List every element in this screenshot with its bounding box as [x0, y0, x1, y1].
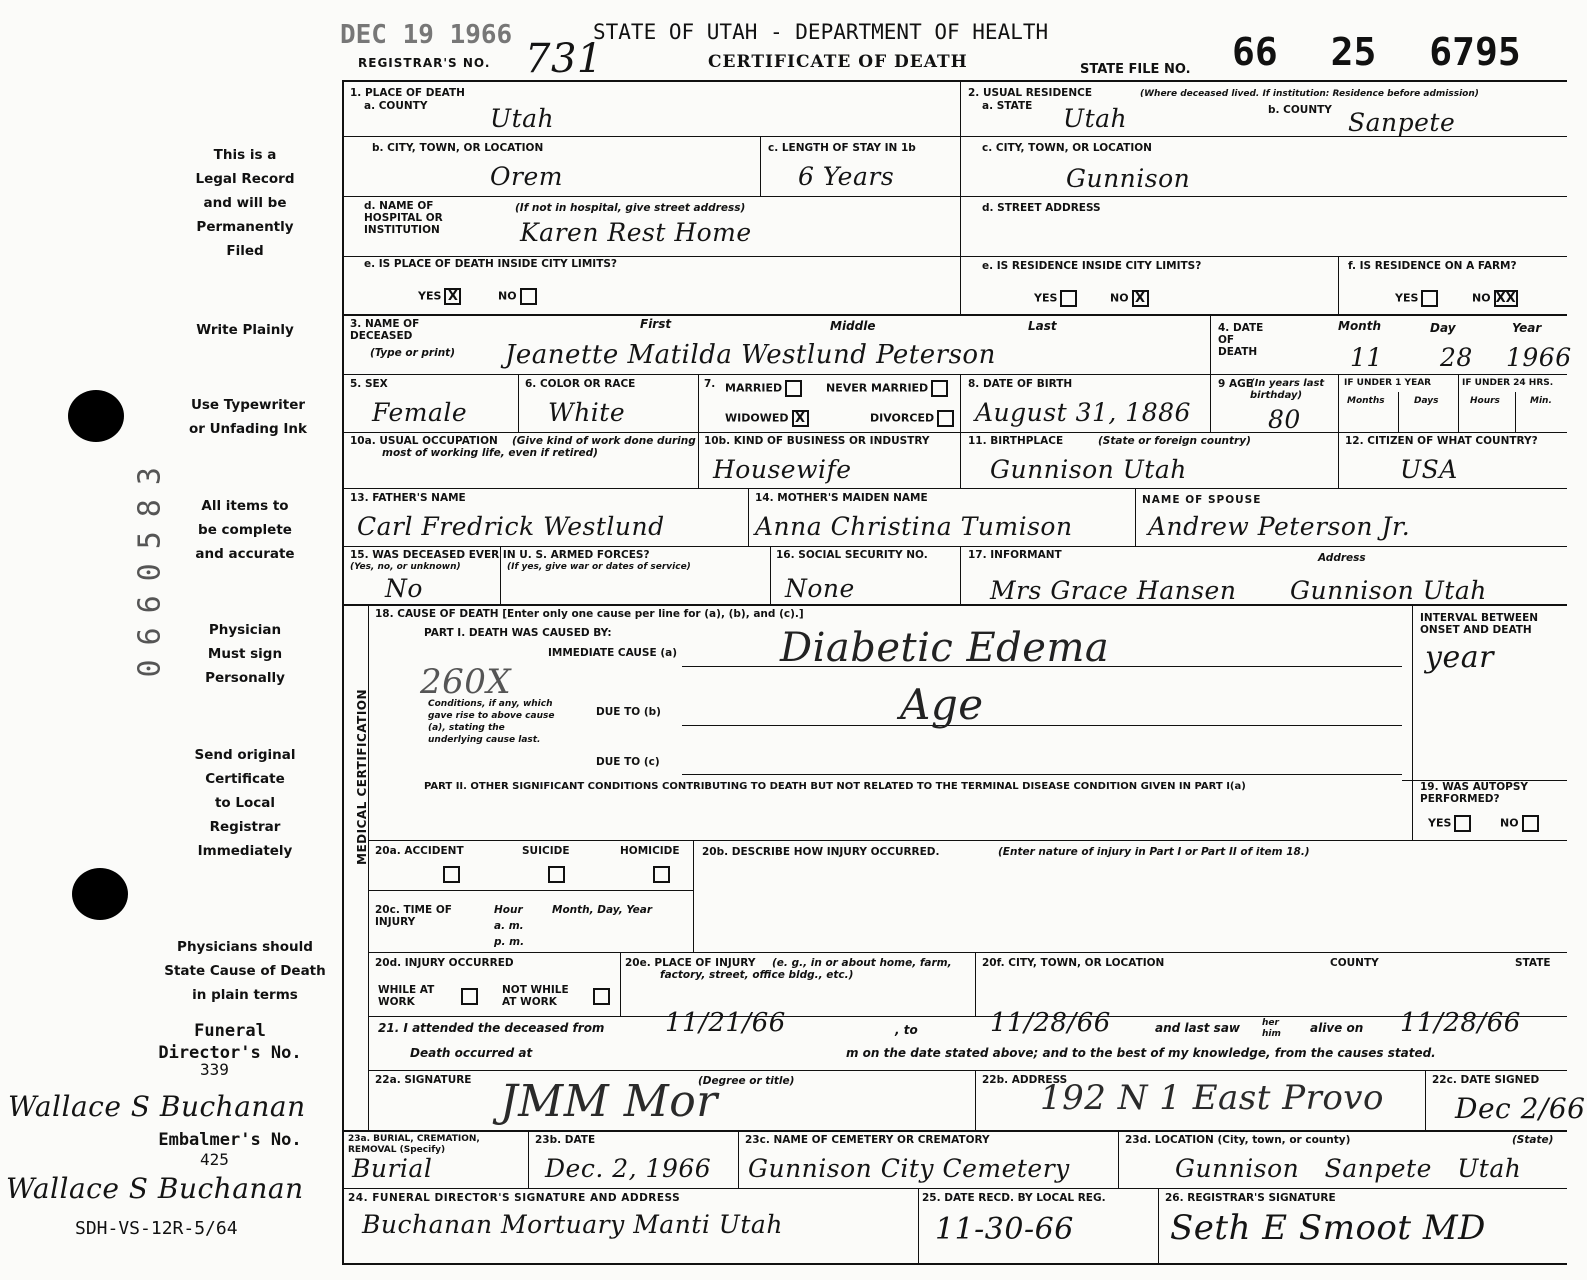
occupation-label: 10a. USUAL OCCUPATION	[350, 435, 498, 447]
res-county: Sanpete	[1348, 108, 1456, 137]
medical-certification-label: MEDICAL CERTIFICATION	[355, 688, 369, 865]
widowed-label: WIDOWED	[725, 411, 789, 425]
accident-label: 20a. ACCIDENT	[375, 845, 464, 857]
dod-month-label: Month	[1338, 319, 1382, 333]
res-farm-yes-checkbox[interactable]	[1421, 290, 1438, 307]
punch-hole-bottom	[72, 868, 128, 920]
burial-state-label: (State)	[1512, 1134, 1554, 1146]
punch-hole-top	[68, 390, 124, 442]
pod-no-checkbox[interactable]	[520, 288, 537, 305]
signature-label: 22a. SIGNATURE	[375, 1074, 472, 1086]
pod-county: Utah	[490, 104, 555, 133]
burial-date: Dec. 2, 1966	[545, 1154, 712, 1183]
widowed-option[interactable]	[725, 410, 809, 427]
birthplace: Gunnison Utah	[990, 455, 1187, 484]
first-name-label: First	[640, 317, 672, 331]
interval: year	[1425, 640, 1494, 675]
alive-on: 11/28/66	[1400, 1008, 1521, 1038]
informant-label: 17. INFORMANT	[968, 549, 1062, 561]
burial-method-label: 23a. BURIAL, CREMATION, REMOVAL (Specify)	[348, 1134, 480, 1155]
age-label: 9 AGE	[1218, 378, 1253, 390]
due-b-label: DUE TO (b)	[596, 706, 661, 718]
state-file-no: 66 25 6795	[1232, 30, 1521, 74]
residence-label: 2. USUAL RESIDENCE	[968, 87, 1092, 99]
res-inside-yes-label: YES	[1034, 291, 1058, 305]
res-farm-no-checkbox[interactable]: XX	[1495, 291, 1516, 306]
ssn-label: 16. SOCIAL SECURITY NO.	[776, 549, 928, 561]
deceased-name: Jeanette Matilda Westlund Peterson	[505, 340, 996, 370]
birthplace-note: (State or foreign country)	[1098, 435, 1251, 447]
pod-hospital-label: d. NAME OF HOSPITAL OR INSTITUTION	[364, 200, 443, 236]
received-stamp: DEC 19 1966	[340, 20, 513, 50]
embalmer-signature: Wallace S Buchanan	[6, 1172, 304, 1205]
pod-yes-checkbox[interactable]: X	[444, 288, 461, 305]
never-married-label: NEVER MARRIED	[826, 381, 929, 395]
funeral-director-label: 24. FUNERAL DIRECTOR'S SIGNATURE AND ADDRESS	[348, 1192, 681, 1204]
res-farm-no-label: NO	[1472, 291, 1491, 305]
marital-label: 7.	[704, 378, 716, 390]
birth-date: August 31, 1886	[975, 398, 1191, 427]
divorced-option[interactable]	[870, 410, 954, 427]
her-him-label: her him	[1262, 1018, 1281, 1039]
homicide-label: HOMICIDE	[620, 845, 680, 857]
spouse-label: NAME OF SPOUSE	[1142, 494, 1262, 506]
sidebar-typewriter-note: Use Typewriter or Unfading Ink	[188, 397, 308, 437]
never-married-checkbox[interactable]	[931, 380, 948, 397]
never-married-option[interactable]	[826, 380, 948, 397]
spouse: Andrew Peterson Jr.	[1148, 512, 1411, 541]
dod-month: 11	[1350, 343, 1383, 372]
res-inside-limits-label: e. IS RESIDENCE INSIDE CITY LIMITS?	[982, 260, 1202, 272]
attended-from: 11/21/66	[665, 1008, 786, 1038]
res-inside-no-checkbox[interactable]: X	[1132, 290, 1149, 307]
burial-date-label: 23b. DATE	[535, 1134, 596, 1146]
mother: Anna Christina Tumison	[755, 512, 1073, 541]
birth-date-label: 8. DATE OF BIRTH	[968, 378, 1073, 390]
funeral-director-signature: Wallace S Buchanan	[8, 1090, 306, 1123]
res-street-label: d. STREET ADDRESS	[982, 202, 1101, 214]
injury-county-label: COUNTY	[1330, 957, 1379, 969]
mdy-label: Month, Day, Year	[552, 904, 653, 916]
armed-forces-label: 15. WAS DECEASED EVER IN U. S. ARMED FORCES?	[350, 549, 650, 561]
deceased-name-label: 3. NAME OF DECEASED	[350, 318, 420, 342]
embalmer-no-label: Embalmer's No.	[158, 1130, 302, 1150]
under-year-label: IF UNDER 1 YEAR	[1344, 378, 1432, 388]
sidebar-legal-note: This is a Legal Record and will be Permanently Filed	[195, 147, 295, 259]
mother-label: 14. MOTHER'S MAIDEN NAME	[755, 492, 928, 504]
to-label: , to	[895, 1023, 918, 1037]
date-of-death-label: 4. DATE OF DEATH	[1218, 322, 1264, 358]
while-at-work-checkbox[interactable]	[461, 988, 478, 1005]
res-inside-yes[interactable]	[1034, 290, 1077, 307]
cause-label: 18. CAUSE OF DEATH [Enter only one cause per line for (a), (b), and (c).]	[375, 608, 804, 620]
state-file-no-label: STATE FILE NO.	[1080, 62, 1191, 77]
sidebar-cause-note: Physicians should State Cause of Death in plain terms	[164, 939, 326, 1003]
hours-label: Hours	[1470, 396, 1500, 406]
dod-year: 1966	[1506, 343, 1572, 372]
res-farm-yes[interactable]	[1395, 290, 1438, 307]
interval-label: INTERVAL BETWEEN ONSET AND DEATH	[1420, 612, 1539, 636]
ssn: None	[785, 574, 855, 603]
describe-injury-note: (Enter nature of injury in Part I or Part II of item 18.)	[998, 846, 1310, 858]
res-city-label: c. CITY, TOWN, OR LOCATION	[982, 142, 1152, 154]
dod-day-label: Day	[1430, 321, 1456, 335]
armed-note-1: (Yes, no, or unknown)	[350, 562, 461, 572]
hour-label: Hour	[494, 904, 523, 916]
not-while-label: NOT WHILE AT WORK	[502, 984, 569, 1008]
registrar-signature: Seth E Smoot MD	[1170, 1208, 1486, 1248]
autopsy-no[interactable]	[1500, 815, 1539, 832]
res-farm-label: f. IS RESIDENCE ON A FARM?	[1348, 260, 1517, 272]
embalmer-no: 425	[200, 1150, 229, 1169]
while-at-work-label: WHILE AT WORK	[378, 984, 435, 1008]
race: White	[548, 398, 626, 427]
form-id: SDH-VS-12R-5/64	[75, 1218, 238, 1239]
date-received: 11-30-66	[935, 1212, 1074, 1247]
residence-note: (Where deceased lived. If institution: Residence before admission)	[1140, 89, 1479, 99]
autopsy-yes-label: YES	[1428, 816, 1452, 830]
dod-day: 28	[1440, 343, 1473, 372]
alive-on-label: alive on	[1310, 1021, 1364, 1035]
pod-hospital-note: (If not in hospital, give street address)	[515, 202, 746, 214]
armed-note-2: (If yes, give war or dates of service)	[507, 562, 691, 572]
funeral-director: Buchanan Mortuary Manti Utah	[362, 1210, 783, 1239]
part1-label: PART I. DEATH WAS CAUSED BY:	[424, 627, 612, 639]
autopsy-no-checkbox[interactable]	[1522, 815, 1539, 832]
injury-state-label: STATE	[1515, 957, 1551, 969]
business-label: 10b. KIND OF BUSINESS OR INDUSTRY	[704, 435, 930, 447]
citizen-label: 12. CITIZEN OF WHAT COUNTRY?	[1345, 435, 1538, 447]
sex-label: 5. SEX	[350, 378, 388, 390]
married-label: MARRIED	[725, 381, 783, 395]
place-of-death-label: 1. PLACE OF DEATH	[350, 87, 465, 99]
res-inside-yes-checkbox[interactable]	[1060, 290, 1077, 307]
not-while-checkbox[interactable]	[593, 988, 610, 1005]
funeral-director-no-label: Funeral Director's No.	[158, 1021, 302, 1063]
birthplace-label: 11. BIRTHPLACE	[968, 435, 1064, 447]
physician-address: 192 N 1 East Provo	[1040, 1078, 1384, 1118]
sidebar-send-original: Send original Certificate to Local Registrar Immediately	[194, 747, 296, 859]
cause-code: 260X	[420, 662, 512, 702]
informant-address-label: Address	[1318, 552, 1366, 564]
autopsy-no-label: NO	[1500, 816, 1519, 830]
pod-county-label: a. COUNTY	[364, 100, 428, 112]
autopsy-yes-checkbox[interactable]	[1454, 815, 1471, 832]
attended-label: 21. I attended the deceased from	[378, 1021, 605, 1035]
business: Housewife	[713, 455, 852, 484]
date-signed: Dec 2/66	[1455, 1092, 1586, 1125]
injury-place-label: 20e. PLACE OF INJURY	[625, 957, 756, 969]
death-occurred-label: Death occurred at	[410, 1046, 533, 1060]
state-department-title: STATE OF UTAH - DEPARTMENT OF HEALTH	[593, 20, 1049, 44]
citizen: USA	[1400, 455, 1458, 484]
pod-city: Orem	[490, 162, 563, 191]
conditions-note: Conditions, if any, which gave rise to above cause (a), stating the underlying cause last.	[428, 699, 555, 745]
describe-injury-label: 20b. DESCRIBE HOW INJURY OCCURRED.	[702, 846, 940, 858]
injury-place-note: (e. g., in or about home, farm, factory, street, office bldg., etc.)	[660, 957, 952, 981]
burial-location: Gunnison Sanpete Utah	[1175, 1154, 1522, 1183]
pod-no-label: NO	[498, 289, 517, 303]
pod-hospital: Karen Rest Home	[520, 218, 752, 247]
date-signed-label: 22c. DATE SIGNED	[1432, 1074, 1540, 1086]
sidebar-complete-note: All items to be complete and accurate	[195, 498, 295, 562]
immediate-cause: Diabetic Edema	[780, 625, 1110, 671]
funeral-director-no: 339	[200, 1060, 229, 1079]
deceased-name-note: (Type or print)	[370, 347, 455, 359]
pod-stay: 6 Years	[798, 162, 895, 191]
cemetery: Gunnison City Cemetery	[748, 1154, 1070, 1183]
physician-signature: JMM Mor	[500, 1076, 718, 1127]
sidebar-write-plainly: Write Plainly	[196, 322, 294, 338]
pod-stay-label: c. LENGTH OF STAY IN 1b	[768, 142, 916, 154]
injury-city-label: 20f. CITY, TOWN, OR LOCATION	[982, 957, 1165, 969]
age: 80	[1268, 405, 1301, 434]
date-received-label: 25. DATE RECD. BY LOCAL REG.	[922, 1192, 1106, 1204]
pod-inside-limits-label: e. IS PLACE OF DEATH INSIDE CITY LIMITS?	[364, 258, 618, 270]
pod-inside-no[interactable]	[498, 288, 537, 305]
months-label: Months	[1347, 396, 1385, 406]
father: Carl Fredrick Westlund	[357, 512, 665, 541]
registrar-signature-label: 26. REGISTRAR'S SIGNATURE	[1165, 1192, 1336, 1204]
res-farm-yes-label: YES	[1395, 291, 1419, 305]
injury-occurred-label: 20d. INJURY OCCURRED	[375, 957, 514, 969]
death-occurred-suffix: m on the date stated above; and to the best of my knowledge, from the causes stated.	[846, 1046, 1436, 1060]
immediate-cause-label: IMMEDIATE CAUSE (a)	[548, 647, 678, 659]
informant: Mrs Grace Hansen	[990, 576, 1237, 605]
divorced-label: DIVORCED	[870, 411, 935, 425]
res-inside-no[interactable]	[1110, 290, 1149, 307]
cemetery-label: 23c. NAME OF CEMETERY OR CREMATORY	[745, 1134, 990, 1146]
informant-address: Gunnison Utah	[1290, 576, 1487, 605]
armed-forces: No	[385, 574, 423, 603]
homicide-checkbox[interactable]	[653, 866, 670, 883]
registrar-no-label: REGISTRAR'S NO.	[358, 56, 491, 70]
certificate-title: CERTIFICATE OF DEATH	[708, 52, 968, 72]
autopsy-yes[interactable]	[1428, 815, 1471, 832]
pod-inside-yes[interactable]	[418, 288, 461, 305]
part2-label: PART II. OTHER SIGNIFICANT CONDITIONS CONTRIBUTING TO DEATH BUT NOT RELATED TO THE TERMINAL DISEASE CONDITION GIVEN IN PART I(a)	[424, 781, 1246, 792]
last-name-label: Last	[1028, 319, 1057, 333]
age-note: (In years last birthday)	[1250, 378, 1325, 401]
autopsy-label: 19. WAS AUTOPSY PERFORMED?	[1420, 781, 1528, 805]
physician-address-label: 22b. ADDRESS	[982, 1074, 1068, 1086]
dod-year-label: Year	[1512, 321, 1542, 335]
res-state-label: a. STATE	[982, 100, 1033, 112]
degree-label: (Degree or title)	[698, 1075, 795, 1087]
res-county-label: b. COUNTY	[1268, 104, 1332, 116]
accident-checkbox[interactable]	[443, 866, 460, 883]
last-saw-label: and last saw	[1155, 1021, 1241, 1035]
under-day-label: IF UNDER 24 HRS.	[1462, 378, 1554, 388]
married-checkbox[interactable]	[785, 380, 802, 397]
middle-name-label: Middle	[830, 319, 876, 333]
pod-city-label: b. CITY, TOWN, OR LOCATION	[372, 142, 544, 154]
attended-to: 11/28/66	[990, 1008, 1111, 1038]
due-b: Age	[900, 680, 984, 729]
registrar-no: 731	[525, 36, 603, 82]
pod-yes-label: YES	[418, 289, 442, 303]
res-inside-no-label: NO	[1110, 291, 1129, 305]
days-label: Days	[1414, 396, 1439, 406]
burial-location-label: 23d. LOCATION (City, town, or county)	[1125, 1134, 1351, 1146]
widowed-checkbox[interactable]: X	[792, 410, 809, 427]
occupation-note: (Give kind of work done during most of working life, even if retired)	[382, 435, 696, 459]
divorced-checkbox[interactable]	[937, 410, 954, 427]
time-injury-label: 20c. TIME OF INJURY	[375, 904, 452, 928]
pm-label: p. m.	[494, 936, 525, 948]
married-option[interactable]	[725, 380, 802, 397]
father-label: 13. FATHER'S NAME	[350, 492, 466, 504]
due-c-label: DUE TO (c)	[596, 756, 660, 768]
res-farm-no[interactable]	[1472, 290, 1518, 307]
burial-method: Burial	[352, 1154, 433, 1183]
race-label: 6. COLOR OR RACE	[525, 378, 636, 390]
am-label: a. m.	[494, 920, 524, 932]
res-state: Utah	[1063, 104, 1128, 133]
suicide-label: SUICIDE	[522, 845, 570, 857]
min-label: Min.	[1530, 396, 1552, 406]
suicide-checkbox[interactable]	[548, 866, 565, 883]
sidebar-physician-sign: Physician Must sign Personally	[205, 622, 285, 686]
res-city: Gunnison	[1066, 164, 1191, 193]
sex: Female	[372, 398, 468, 427]
